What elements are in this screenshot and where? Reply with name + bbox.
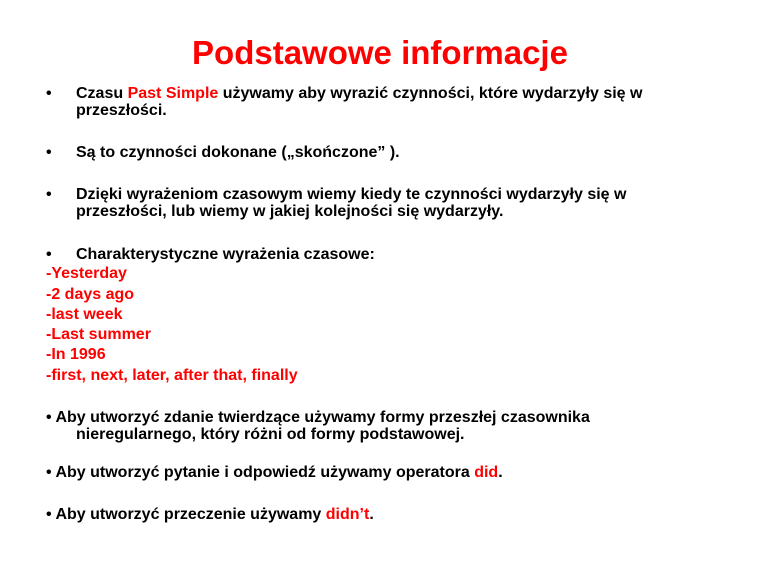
bullet-text-pre: Czasu [76,85,128,102]
expression-in-1996: -In 1996 [46,346,106,363]
expression-2-days-ago: -2 days ago [46,286,135,303]
bullet-text: Dzięki wyrażeniom czasowym wiemy kiedy te czynności wydarzyły się w przeszłości, lub wiemy w jakiej kolejności się wydarzyły. [76,186,627,220]
note-negation-pre: • Aby utworzyć przeczenie używamy [46,506,326,523]
bullet-dot: • [46,85,52,102]
bullet-item-past-simple [46,85,706,119]
note-questions [46,464,706,481]
slide-title: Podstawowe informacje [192,34,568,71]
note-affirmative-line1: • Aby utworzyć zdanie twierdzące używamy formy przeszłej czasownika [46,409,590,426]
bullet-item-time-expressions [46,186,706,220]
bullet-dot: • [46,246,52,263]
note-questions-pre: • Aby utworzyć pytanie i odpowiedź używamy operatora [46,464,475,481]
bullet-text-post: używamy aby wyrazić czynności, które wydarzyły się w przeszłości. [76,85,643,119]
note-affirmative [46,409,706,443]
note-affirmative-line2: nieregularnego, który różni od formy podstawowej. [76,426,465,443]
note-negation-post: . [369,506,374,523]
bullet-text: Są to czynności dokonane („skończone” ). [76,144,400,161]
expression-last-summer: -Last summer [46,326,151,343]
didnt-highlight: didn’t [325,506,370,523]
bullet-dot: • [46,144,52,161]
expression-sequence-words: -first, next, later, after that, finally [46,367,298,384]
expression-yesterday: -Yesterday [46,265,127,282]
bullet-text [76,85,706,119]
bullet-item-characteristic-expressions [46,246,706,263]
bullet-text: Charakterystyczne wyrażenia czasowe: [76,246,375,263]
bullet-item-completed-actions [46,144,706,161]
did-highlight: did [474,464,499,481]
note-questions-post: . [498,464,503,481]
past-simple-highlight: Past Simple [127,85,219,102]
bullet-dot: • [46,186,52,203]
note-negation [46,506,706,523]
expression-last-week: -last week [46,306,123,323]
